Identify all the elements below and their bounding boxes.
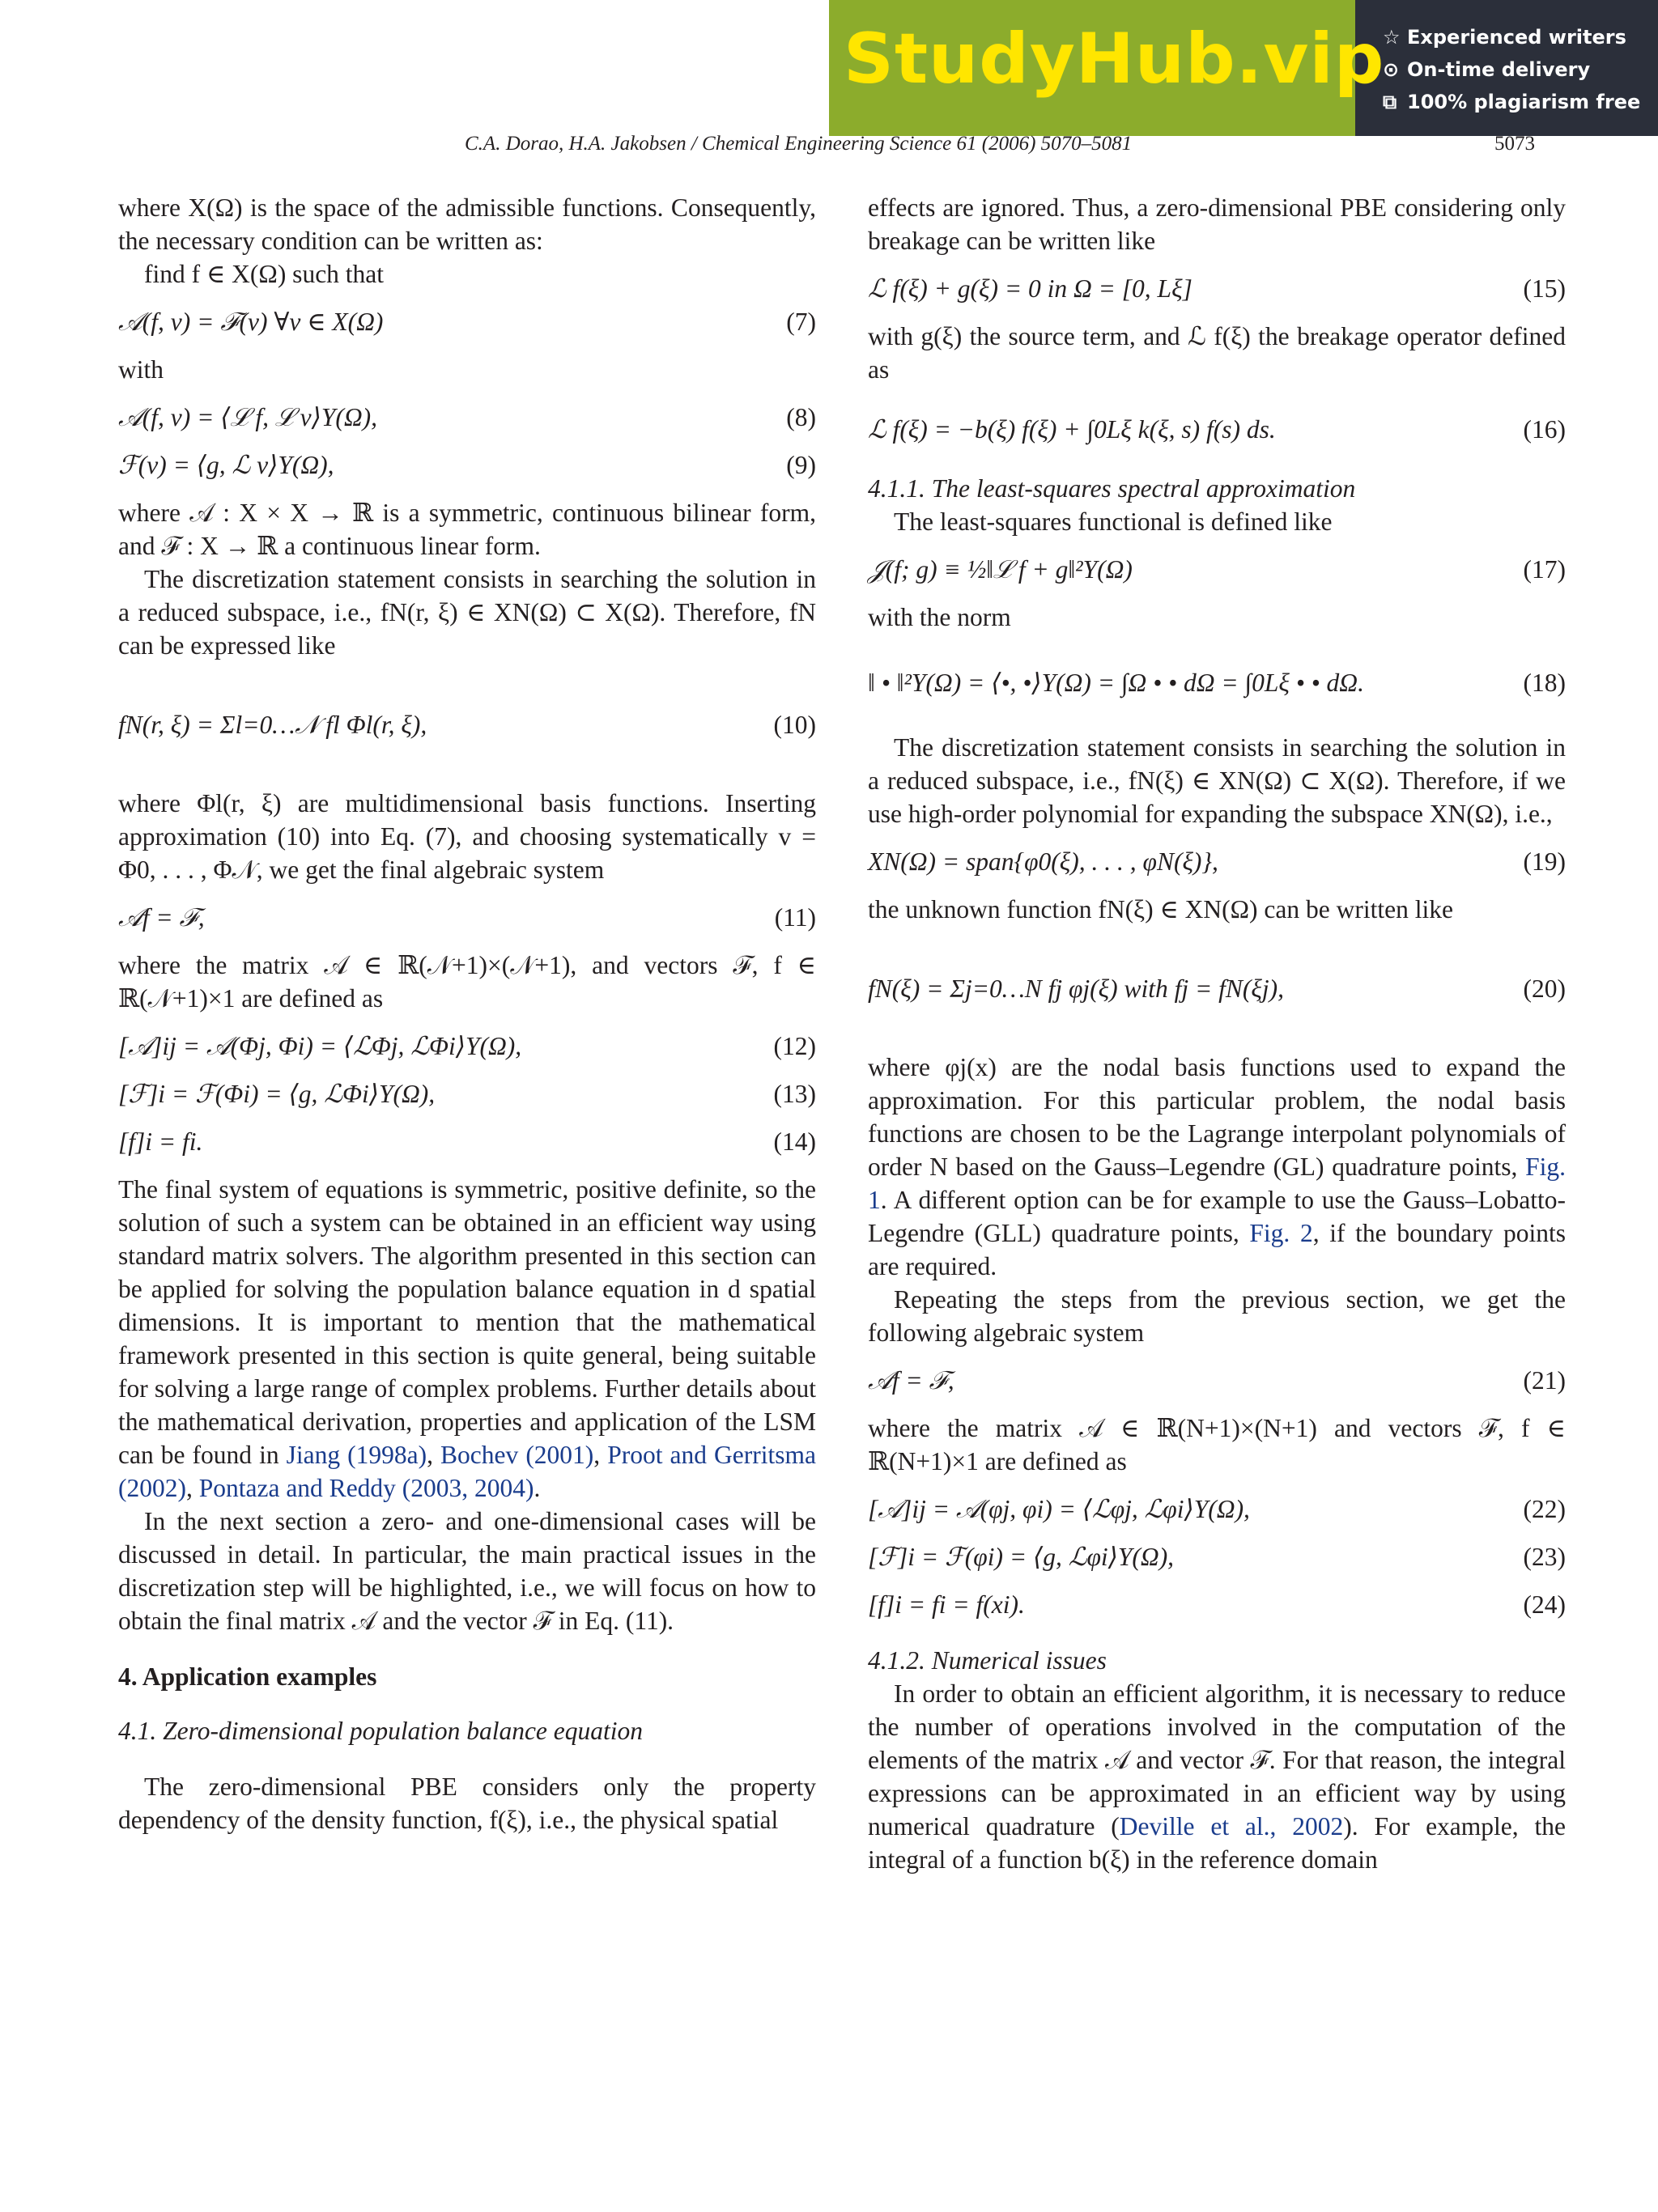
- equation-body: [f]i = fi.: [118, 1127, 203, 1156]
- right-column: [868, 191, 1566, 1876]
- equation-14: [118, 1125, 816, 1158]
- equation-number: (16): [1523, 414, 1566, 444]
- separator: ,: [593, 1441, 608, 1469]
- separator: ,: [427, 1441, 441, 1469]
- paragraph: In the next section a zero- and one-dimensional cases will be discussed in detail. In particular, the main practical issues in the discretization step will be highlighted, i.e., we will focus on how to obtain the final matrix 𝒜 and the vector ℱ in Eq. (11).: [118, 1507, 816, 1635]
- equation-number: (21): [1523, 1366, 1566, 1395]
- equation-body: 𝒜f = ℱ,: [868, 1366, 954, 1395]
- paragraph: Repeating the steps from the previous section, we get the following algebraic system: [868, 1285, 1566, 1347]
- reference-link[interactable]: Deville et al., 2002: [1119, 1812, 1344, 1841]
- subsubsection-heading: 4.1.1. The least-squares spectral approximation: [868, 474, 1356, 503]
- equation-number: (14): [773, 1127, 816, 1156]
- feature-item: [1355, 21, 1658, 53]
- equation-17: [868, 553, 1566, 586]
- feature-text: Experienced writers: [1407, 26, 1626, 49]
- equation-body: [f]i = fi = f(xi).: [868, 1590, 1025, 1619]
- paragraph: where 𝒜 : X × X → ℝ is a symmetric, continuous bilinear form, and ℱ : X → ℝ a continuous linear form.: [118, 499, 816, 560]
- subsection-heading: 4.1. Zero-dimensional population balance equation: [118, 1717, 644, 1745]
- equation-number: (10): [773, 710, 816, 739]
- figure-link[interactable]: Fig. 2: [1249, 1219, 1313, 1247]
- equation-number: (12): [773, 1032, 816, 1060]
- equation-24: [868, 1588, 1566, 1621]
- equation-number: (19): [1523, 847, 1566, 876]
- copy-icon: ⧉: [1383, 91, 1397, 113]
- studyhub-logo: StudyHub.vip: [844, 19, 1385, 100]
- equation-number: (23): [1523, 1543, 1566, 1571]
- equation-number: (20): [1523, 974, 1566, 1003]
- feature-text: On-time delivery: [1407, 58, 1591, 81]
- paragraph: where Φl(r, ξ) are multidimensional basis functions. Inserting approximation (10) into Eq. (7), and choosing systematically v = Φ0, . . . , Φ𝒩, we get the final algebraic system: [118, 789, 816, 884]
- equation-22: [868, 1492, 1566, 1526]
- paragraph: The least-squares functional is defined like: [894, 507, 1333, 536]
- paragraph: [868, 1051, 1566, 1283]
- paragraph: The discretization statement consists in searching the solution in a reduced subspace, i.e., fN(ξ) ∈ XN(Ω) ⊂ X(Ω). Therefore, if we use high-order polynomial for expanding the subspace XN(Ω), i.e.,: [868, 733, 1566, 828]
- equation-7: [118, 305, 816, 338]
- equation-15: [868, 272, 1566, 305]
- equation-body: 𝒜(f, v) = ℱ(v) ∀v ∈ X(Ω): [118, 308, 384, 336]
- paragraph: [868, 1677, 1566, 1876]
- equation-body: [ℱ]i = ℱ(Φi) = ⟨g, ℒΦi⟩Y(Ω),: [118, 1080, 436, 1108]
- equation-number: (15): [1523, 274, 1566, 303]
- paragraph: the unknown function fN(ξ) ∈ XN(Ω) can be written like: [868, 895, 1453, 923]
- paragraph: with: [118, 355, 164, 384]
- paragraph-text: ). For example, the integral of a function b(ξ) in the reference domain: [868, 1812, 1566, 1874]
- equation-number: (22): [1523, 1495, 1566, 1523]
- equation-number: (13): [773, 1080, 816, 1108]
- equation-19: [868, 845, 1566, 878]
- reference-link[interactable]: Bochev (2001): [440, 1441, 594, 1469]
- separator: ,: [185, 1474, 199, 1502]
- paragraph: [118, 1173, 816, 1505]
- equation-body: ‖ • ‖²Y(Ω) = ⟨•, •⟩Y(Ω) = ∫Ω • • dΩ = ∫0Lξ • • dΩ.: [868, 668, 1364, 697]
- paragraph-text: In order to obtain an efficient algorithm, it is necessary to reduce the number of operations involved in the computation of the elements of the matrix 𝒜 and vector ℱ. For that reason, the integral expressions can be approximated in an efficient way by using numerical quadrature (: [868, 1679, 1566, 1841]
- equation-body: ℱ(v) = ⟨g, ℒ v⟩Y(Ω),: [118, 451, 334, 479]
- equation-11: [118, 901, 816, 934]
- reference-link[interactable]: Proot and Gerritsma (2002): [118, 1441, 817, 1502]
- reference-link[interactable]: Pontaza and Reddy (2003, 2004): [198, 1474, 534, 1502]
- studyhub-banner[interactable]: [829, 0, 1658, 136]
- equation-12: [118, 1030, 816, 1063]
- equation-number: (9): [786, 451, 816, 479]
- paragraph: effects are ignored. Thus, a zero-dimensional PBE considering only breakage can be written like: [868, 193, 1566, 255]
- paragraph: with g(ξ) the source term, and ℒ f(ξ) the breakage operator defined as: [868, 322, 1566, 384]
- paragraph: where the matrix 𝒜 ∈ ℝ(𝒩+1)×(𝒩+1), and vectors ℱ, f ∈ ℝ(𝒩+1)×1 are defined as: [118, 951, 816, 1013]
- paragraph: The zero-dimensional PBE considers only the property dependency of the density function, f(ξ), i.e., the physical spatial: [118, 1773, 816, 1834]
- equation-body: fN(r, ξ) = Σl=0…𝒩 fl Φl(r, ξ),: [118, 710, 427, 739]
- running-header: C.A. Dorao, H.A. Jakobsen / Chemical Engineering Science 61 (2006) 5070–5081: [465, 133, 1133, 155]
- equation-body: ℒ f(ξ) = −b(ξ) f(ξ) + ∫0Lξ k(ξ, s) f(s) ds.: [868, 414, 1276, 444]
- equation-20: [868, 940, 1566, 1036]
- equation-body: 𝒥(f; g) ≡ ½‖ℒ f + g‖²Y(Ω): [868, 555, 1133, 584]
- feature-item: [1355, 86, 1658, 118]
- equation-18: [868, 648, 1566, 716]
- subsubsection-heading: 4.1.2. Numerical issues: [868, 1646, 1107, 1675]
- equation-body: [𝒜]ij = 𝒜(Φj, Φi) = ⟨ℒΦj, ℒΦi⟩Y(Ω),: [118, 1032, 522, 1060]
- paragraph-text: . A different option can be for example to use the Gauss–Lobatto-Legendre (GLL) quadrature points,: [868, 1186, 1566, 1247]
- equation-number: (8): [786, 403, 816, 431]
- equation-number: (17): [1523, 555, 1566, 584]
- paragraph: where the matrix 𝒜 ∈ ℝ(N+1)×(N+1) and vectors ℱ, f ∈ ℝ(N+1)×1 are defined as: [868, 1414, 1566, 1475]
- equation-body: 𝒜(f, v) = ⟨ℒ f, ℒ v⟩Y(Ω),: [118, 403, 378, 431]
- paragraph: where X(Ω) is the space of the admissible functions. Consequently, the necessary condition can be written as:: [118, 193, 816, 255]
- equation-13: [118, 1077, 816, 1110]
- equation-number: (24): [1523, 1590, 1566, 1619]
- paragraph-text: The final system of equations is symmetric, positive definite, so the solution of such a system can be obtained in an efficient way using standard matrix solvers. The algorithm presented in this section can be applied for solving the population balance equation in d spatial dimensions. It is important to mention that the mathematical framework presented in this section is quite general, being suitable for solving a large range of complex problems. Further details about the mathematical derivation, properties and application of the LSM can be found in: [118, 1175, 816, 1469]
- equation-body: 𝒜f = ℱ,: [118, 903, 205, 932]
- section-heading: 4. Application examples: [118, 1662, 377, 1691]
- banner-features: [1355, 0, 1658, 136]
- equation-body: fN(ξ) = Σj=0…N fj φj(ξ) with fj = fN(ξj),: [868, 974, 1285, 1003]
- banner-logo-panel: [829, 0, 1385, 136]
- feature-item: [1355, 53, 1658, 86]
- figure-link[interactable]: Fig. 1: [868, 1153, 1566, 1214]
- equation-body: XN(Ω) = span{φ0(ξ), . . . , φN(ξ)},: [868, 847, 1218, 876]
- paragraph-text: where φj(x) are the nodal basis functions used to expand the approximation. For this particular problem, the nodal basis functions are chosen to be the Lagrange interpolant polynomials of order N based on the Gauss–Legendre (GL) quadrature points,: [868, 1053, 1566, 1181]
- left-column: [118, 191, 816, 1836]
- equation-21: [868, 1364, 1566, 1397]
- equation-body: ℒ f(ξ) + g(ξ) = 0 in Ω = [0, Lξ]: [868, 274, 1192, 303]
- equation-10: [118, 677, 816, 772]
- paragraph: with the norm: [868, 603, 1011, 631]
- paragraph-text: , if the boundary points are required.: [868, 1219, 1566, 1280]
- equation-16: [868, 401, 1566, 457]
- equation-23: [868, 1540, 1566, 1573]
- equation-8: [118, 401, 816, 434]
- equation-number: (11): [774, 903, 816, 932]
- equation-body: [𝒜]ij = 𝒜(φj, φi) = ⟨ℒφj, ℒφi⟩Y(Ω),: [868, 1495, 1250, 1523]
- paragraph: The discretization statement consists in searching the solution in a reduced subspace, i.e., fN(r, ξ) ∈ XN(Ω) ⊂ X(Ω). Therefore, fN can be expressed like: [118, 565, 816, 660]
- sentence-end: .: [534, 1474, 541, 1502]
- equation-9: [118, 448, 816, 482]
- equation-body: [ℱ]i = ℱ(φi) = ⟨g, ℒφi⟩Y(Ω),: [868, 1543, 1175, 1571]
- equation-number: (18): [1523, 668, 1566, 697]
- equation-number: (7): [786, 308, 816, 336]
- reference-link[interactable]: Jiang (1998a): [286, 1441, 427, 1469]
- paragraph: find f ∈ X(Ω) such that: [144, 260, 385, 288]
- clock-icon: ⊙: [1383, 58, 1400, 81]
- feature-text: 100% plagiarism free: [1407, 91, 1641, 113]
- page-number: 5073: [1494, 133, 1535, 155]
- star-icon: ☆: [1383, 26, 1401, 49]
